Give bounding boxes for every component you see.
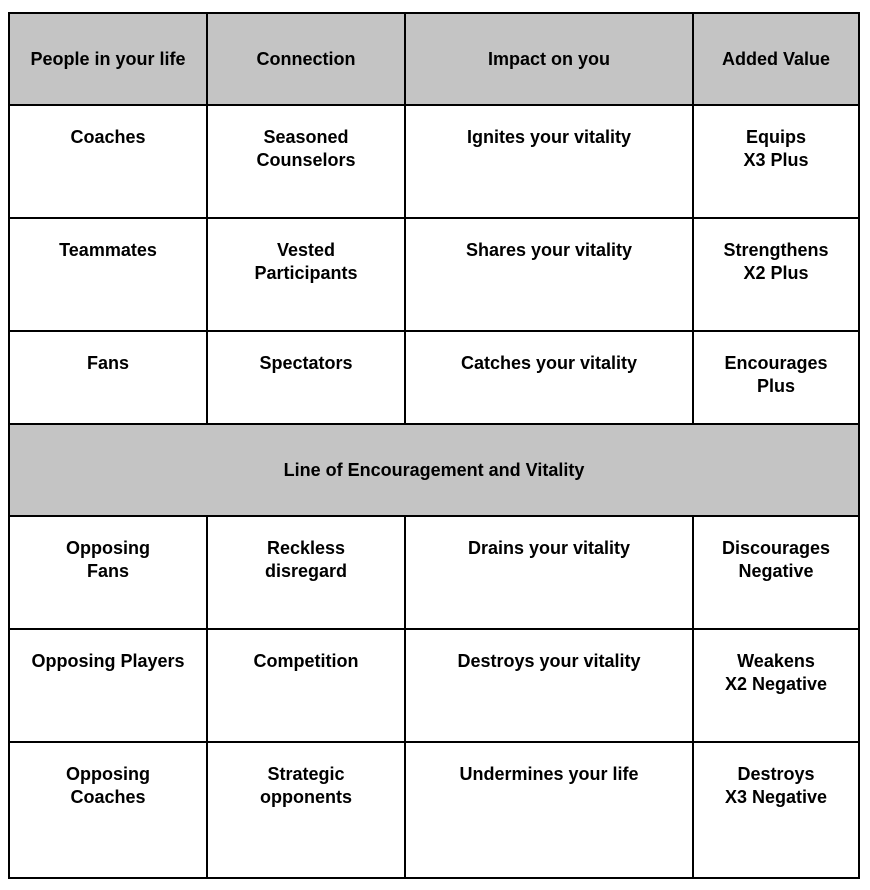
- people-cell: [9, 742, 207, 878]
- people-cell: [9, 516, 207, 629]
- impact-cell: [405, 742, 693, 878]
- people-line: Fans: [86, 353, 129, 373]
- table-row: [9, 516, 859, 629]
- connection-cell: [207, 105, 405, 218]
- impact-line: Catches your vitality: [460, 353, 638, 373]
- impact-cell: [405, 218, 693, 331]
- value-cell: [693, 331, 859, 424]
- impact-line: Shares your vitality: [465, 240, 633, 260]
- connection-cell: [207, 331, 405, 424]
- value-line: Encourages: [724, 353, 828, 373]
- people-line: Opposing: [66, 538, 150, 558]
- people-line: Fans: [86, 561, 129, 581]
- value-cell: [693, 105, 859, 218]
- people-cell: [9, 105, 207, 218]
- table-row: [9, 742, 859, 878]
- connection-line: Spectators: [259, 353, 353, 373]
- header-row: [9, 13, 859, 105]
- people-line: Opposing Players: [31, 651, 185, 671]
- value-line: X2 Negative: [724, 674, 828, 694]
- people-line: Coaches: [70, 127, 146, 147]
- value-line: X3 Plus: [743, 150, 809, 170]
- value-line: Negative: [738, 561, 814, 581]
- connection-line: Participants: [254, 263, 358, 283]
- connection-line: opponents: [260, 787, 352, 807]
- impact-cell: [405, 105, 693, 218]
- connection-line: disregard: [264, 561, 348, 581]
- table-row: [9, 331, 859, 424]
- impact-line: Ignites your vitality: [466, 127, 632, 147]
- connection-cell: [207, 629, 405, 742]
- impact-cell: [405, 516, 693, 629]
- impact-line: Destroys your vitality: [457, 651, 641, 671]
- value-line: Plus: [756, 376, 795, 396]
- header-people: People in your life: [9, 13, 207, 105]
- value-line: Strengthens: [723, 240, 829, 260]
- table-row: [9, 105, 859, 218]
- table-row: [9, 629, 859, 742]
- header-connection: Connection: [207, 13, 405, 105]
- value-line: Destroys: [737, 764, 815, 784]
- connection-line: Strategic: [267, 764, 345, 784]
- impact-line: Undermines your life: [459, 764, 639, 784]
- connection-cell: [207, 218, 405, 331]
- connection-line: Seasoned: [263, 127, 349, 147]
- impact-line: Drains your vitality: [467, 538, 631, 558]
- people-line: Teammates: [59, 240, 157, 260]
- value-cell: [693, 742, 859, 878]
- connection-line: Vested: [276, 240, 336, 260]
- impact-cell: [405, 629, 693, 742]
- divider-row: [9, 424, 859, 516]
- value-line: Weakens: [737, 651, 815, 671]
- table-row: [9, 218, 859, 331]
- people-line: Opposing: [66, 764, 150, 784]
- impact-cell: [405, 331, 693, 424]
- vitality-table: [8, 12, 860, 879]
- connection-line: Counselors: [256, 150, 356, 170]
- header-added-value: Added Value: [693, 13, 859, 105]
- value-cell: [693, 516, 859, 629]
- value-line: X2 Plus: [743, 263, 809, 283]
- value-line: Discourages: [721, 538, 831, 558]
- value-line: Equips: [745, 127, 806, 147]
- people-line: Coaches: [70, 787, 146, 807]
- connection-line: Competition: [253, 651, 359, 671]
- connection-cell: [207, 516, 405, 629]
- value-cell: [693, 629, 859, 742]
- connection-cell: [207, 742, 405, 878]
- value-cell: [693, 218, 859, 331]
- value-line: X3 Negative: [724, 787, 828, 807]
- divider-label: Line of Encouragement and Vitality: [9, 424, 859, 516]
- people-cell: [9, 218, 207, 331]
- connection-line: Reckless: [266, 538, 346, 558]
- header-impact: Impact on you: [405, 13, 693, 105]
- people-cell: [9, 331, 207, 424]
- people-cell: [9, 629, 207, 742]
